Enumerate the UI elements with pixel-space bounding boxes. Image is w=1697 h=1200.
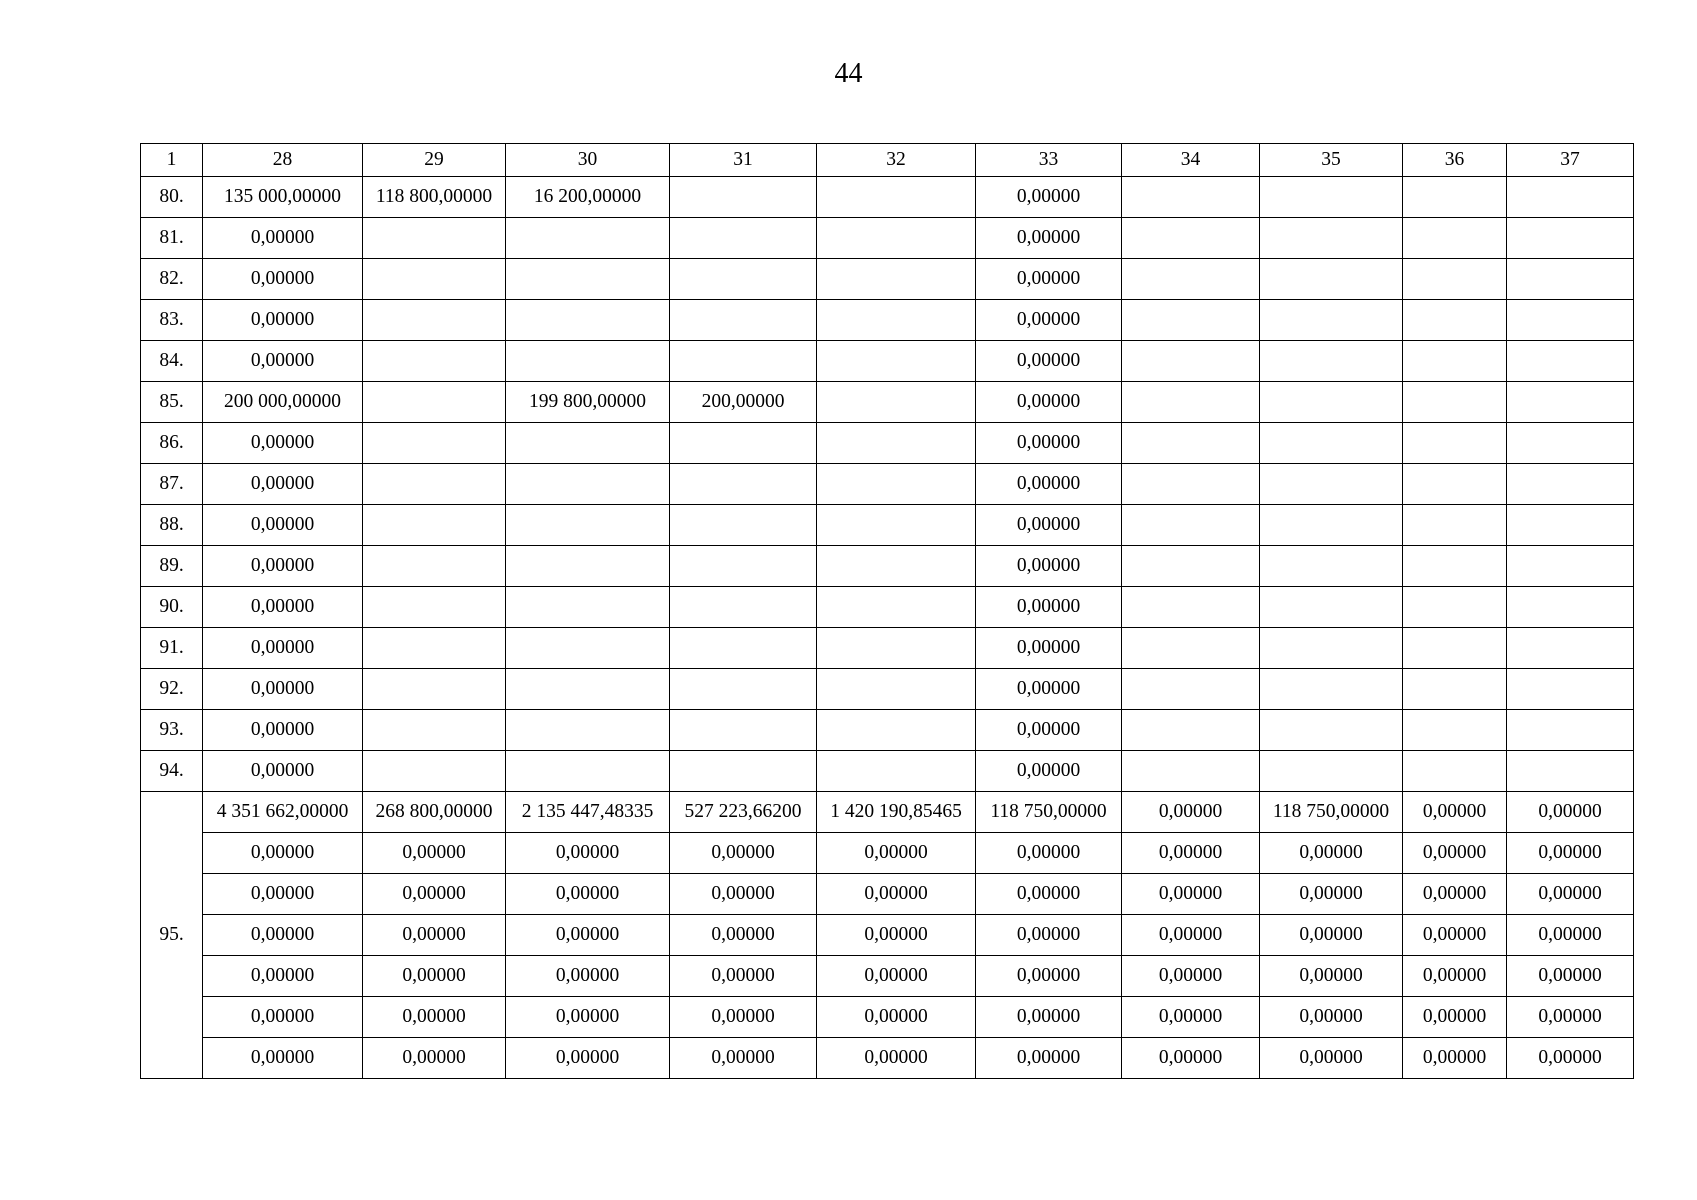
- table-row: [141, 628, 1634, 669]
- table-cell: [1122, 259, 1260, 300]
- table-cell: [363, 382, 506, 423]
- table-cell: [1507, 259, 1634, 300]
- column-header: 30: [506, 144, 670, 177]
- table-row: [141, 710, 1634, 751]
- table-cell: 0,00000: [976, 710, 1122, 751]
- table-cell: 0,00000: [670, 833, 817, 874]
- table-row: [141, 177, 1634, 218]
- table-cell: 0,00000: [976, 464, 1122, 505]
- table-cell: [670, 218, 817, 259]
- row-number: 80.: [141, 177, 203, 218]
- table-cell: [670, 587, 817, 628]
- table-cell: [1122, 751, 1260, 792]
- table-cell: 0,00000: [976, 997, 1122, 1038]
- table-cell: 135 000,00000: [203, 177, 363, 218]
- table-cell: [363, 546, 506, 587]
- table-cell: 0,00000: [506, 1038, 670, 1079]
- table-cell: [1122, 464, 1260, 505]
- table-cell: [363, 710, 506, 751]
- table-cell: [1403, 423, 1507, 464]
- table-cell: [670, 546, 817, 587]
- table-row: [141, 341, 1634, 382]
- table-cell: 0,00000: [817, 956, 976, 997]
- table-cell: 200,00000: [670, 382, 817, 423]
- table-cell: [1507, 587, 1634, 628]
- table-cell: [1122, 546, 1260, 587]
- table-cell: 0,00000: [1403, 833, 1507, 874]
- table-cell: [363, 751, 506, 792]
- table-cell: [670, 423, 817, 464]
- table-cell: 2 135 447,48335: [506, 792, 670, 833]
- row-number: 86.: [141, 423, 203, 464]
- table-row: [141, 546, 1634, 587]
- table-cell: 0,00000: [1122, 915, 1260, 956]
- table-cell: [1507, 218, 1634, 259]
- table-cell: [363, 464, 506, 505]
- table-cell: [506, 423, 670, 464]
- table-cell: 0,00000: [976, 177, 1122, 218]
- row-number: 92.: [141, 669, 203, 710]
- table-cell: [506, 710, 670, 751]
- table-cell: 0,00000: [670, 956, 817, 997]
- table-body: [141, 144, 1634, 1079]
- table-cell: [1122, 423, 1260, 464]
- total-row: [141, 874, 1634, 915]
- table-cell: [817, 218, 976, 259]
- table-cell: 0,00000: [1122, 792, 1260, 833]
- table-cell: [363, 300, 506, 341]
- row-number: 90.: [141, 587, 203, 628]
- table-cell: [1260, 464, 1403, 505]
- table-cell: [1507, 341, 1634, 382]
- table-cell: [363, 587, 506, 628]
- table-cell: [1260, 218, 1403, 259]
- table-cell: 0,00000: [506, 956, 670, 997]
- table-cell: [817, 587, 976, 628]
- table-cell: [817, 628, 976, 669]
- table-cell: [1122, 300, 1260, 341]
- table-cell: 0,00000: [203, 833, 363, 874]
- table-cell: [1507, 628, 1634, 669]
- row-number: 95.: [141, 792, 203, 1079]
- table-cell: 0,00000: [1260, 874, 1403, 915]
- row-number: 84.: [141, 341, 203, 382]
- table-cell: [1403, 300, 1507, 341]
- table-cell: 0,00000: [817, 1038, 976, 1079]
- total-row: [141, 956, 1634, 997]
- table-cell: [506, 546, 670, 587]
- table-cell: [1260, 546, 1403, 587]
- table-cell: 0,00000: [203, 669, 363, 710]
- table-cell: [817, 300, 976, 341]
- column-header: 37: [1507, 144, 1634, 177]
- total-row: [141, 792, 1634, 833]
- table-cell: 0,00000: [1260, 915, 1403, 956]
- table-cell: 4 351 662,00000: [203, 792, 363, 833]
- table-cell: 0,00000: [976, 874, 1122, 915]
- table-cell: 0,00000: [817, 997, 976, 1038]
- table-cell: [817, 546, 976, 587]
- table-cell: 0,00000: [203, 505, 363, 546]
- row-number: 94.: [141, 751, 203, 792]
- table-cell: 0,00000: [203, 1038, 363, 1079]
- table-cell: [670, 300, 817, 341]
- page-number: 44: [834, 58, 863, 89]
- table-cell: 0,00000: [976, 751, 1122, 792]
- table-cell: [363, 341, 506, 382]
- table-cell: 0,00000: [203, 300, 363, 341]
- table-cell: [1122, 382, 1260, 423]
- table-cell: [1260, 669, 1403, 710]
- table-cell: [1507, 669, 1634, 710]
- table-cell: [1403, 505, 1507, 546]
- table-cell: 0,00000: [1507, 833, 1634, 874]
- table-cell: 118 800,00000: [363, 177, 506, 218]
- table-cell: [1507, 423, 1634, 464]
- table-cell: [817, 341, 976, 382]
- table-cell: 0,00000: [1507, 792, 1634, 833]
- column-header: 1: [141, 144, 203, 177]
- table-cell: [1260, 710, 1403, 751]
- table-cell: 0,00000: [1122, 956, 1260, 997]
- table-cell: [817, 177, 976, 218]
- table-cell: [1403, 464, 1507, 505]
- column-header: 36: [1403, 144, 1507, 177]
- table-cell: 0,00000: [506, 915, 670, 956]
- table-cell: 0,00000: [1403, 874, 1507, 915]
- table-cell: 0,00000: [976, 587, 1122, 628]
- table-cell: [1403, 669, 1507, 710]
- table-cell: 0,00000: [203, 464, 363, 505]
- table-cell: 200 000,00000: [203, 382, 363, 423]
- table-cell: [1260, 628, 1403, 669]
- table-cell: 118 750,00000: [1260, 792, 1403, 833]
- table-cell: 0,00000: [363, 915, 506, 956]
- table-cell: [1260, 587, 1403, 628]
- table-cell: 0,00000: [976, 628, 1122, 669]
- table-cell: 0,00000: [670, 874, 817, 915]
- table-cell: [817, 259, 976, 300]
- table-row: [141, 218, 1634, 259]
- table-cell: [1122, 587, 1260, 628]
- table-cell: [1122, 218, 1260, 259]
- table-cell: 0,00000: [976, 218, 1122, 259]
- table-cell: [363, 628, 506, 669]
- table-cell: [1507, 710, 1634, 751]
- table-cell: [1260, 177, 1403, 218]
- table-cell: [1122, 341, 1260, 382]
- table-row: [141, 464, 1634, 505]
- table-cell: [1260, 300, 1403, 341]
- table-cell: [506, 218, 670, 259]
- table-cell: 0,00000: [1507, 915, 1634, 956]
- table-cell: [1403, 341, 1507, 382]
- table-cell: [506, 259, 670, 300]
- table-cell: [506, 669, 670, 710]
- table-cell: [1122, 628, 1260, 669]
- table-cell: [670, 751, 817, 792]
- row-number: 89.: [141, 546, 203, 587]
- table-cell: [1403, 218, 1507, 259]
- table-cell: [506, 587, 670, 628]
- column-header: 31: [670, 144, 817, 177]
- column-header: 32: [817, 144, 976, 177]
- table-cell: [363, 423, 506, 464]
- table-cell: 0,00000: [203, 341, 363, 382]
- table-cell: [817, 751, 976, 792]
- table-cell: 0,00000: [203, 997, 363, 1038]
- table-cell: 0,00000: [670, 915, 817, 956]
- table-cell: [1507, 751, 1634, 792]
- table-cell: [1403, 710, 1507, 751]
- table-cell: [1403, 259, 1507, 300]
- table-cell: [1507, 505, 1634, 546]
- table-cell: [817, 710, 976, 751]
- table-cell: 0,00000: [1260, 997, 1403, 1038]
- table-cell: [817, 669, 976, 710]
- table-cell: 0,00000: [817, 874, 976, 915]
- table-cell: [363, 259, 506, 300]
- table-row: [141, 587, 1634, 628]
- table-cell: 0,00000: [976, 956, 1122, 997]
- table-cell: 16 200,00000: [506, 177, 670, 218]
- table-cell: [1403, 751, 1507, 792]
- table-cell: [1260, 382, 1403, 423]
- table-cell: 0,00000: [976, 259, 1122, 300]
- table-cell: 0,00000: [1122, 997, 1260, 1038]
- table-cell: 0,00000: [203, 587, 363, 628]
- table-cell: 0,00000: [1122, 1038, 1260, 1079]
- header-row: [141, 144, 1634, 177]
- row-number: 87.: [141, 464, 203, 505]
- table-cell: 0,00000: [1507, 956, 1634, 997]
- table-cell: 199 800,00000: [506, 382, 670, 423]
- table-cell: [1403, 628, 1507, 669]
- table-cell: 527 223,66200: [670, 792, 817, 833]
- table-cell: 0,00000: [203, 710, 363, 751]
- table-cell: [670, 259, 817, 300]
- table-cell: 0,00000: [1507, 997, 1634, 1038]
- table-cell: [363, 218, 506, 259]
- table-cell: 268 800,00000: [363, 792, 506, 833]
- table-cell: 0,00000: [363, 997, 506, 1038]
- table-cell: 0,00000: [976, 423, 1122, 464]
- table-cell: 0,00000: [363, 1038, 506, 1079]
- table-cell: 0,00000: [203, 423, 363, 464]
- table-cell: [363, 505, 506, 546]
- table-row: [141, 382, 1634, 423]
- table-cell: [670, 669, 817, 710]
- table-cell: 0,00000: [203, 874, 363, 915]
- table-cell: 0,00000: [670, 1038, 817, 1079]
- table-cell: [670, 505, 817, 546]
- table-cell: [1507, 546, 1634, 587]
- row-number: 83.: [141, 300, 203, 341]
- table-cell: [1403, 546, 1507, 587]
- table-cell: [1507, 382, 1634, 423]
- table-cell: 0,00000: [203, 218, 363, 259]
- column-header: 33: [976, 144, 1122, 177]
- table-cell: 0,00000: [1403, 792, 1507, 833]
- table-cell: 0,00000: [506, 997, 670, 1038]
- table-cell: 0,00000: [203, 956, 363, 997]
- table-cell: [1122, 505, 1260, 546]
- table-cell: 0,00000: [976, 546, 1122, 587]
- table-cell: [506, 341, 670, 382]
- table-cell: [817, 423, 976, 464]
- data-table: [140, 143, 1634, 1079]
- table-cell: [1507, 300, 1634, 341]
- table-cell: [1403, 382, 1507, 423]
- table-cell: 0,00000: [363, 833, 506, 874]
- table-cell: 0,00000: [363, 956, 506, 997]
- table-cell: [506, 464, 670, 505]
- table-cell: [506, 751, 670, 792]
- column-header: 28: [203, 144, 363, 177]
- total-row: [141, 833, 1634, 874]
- table-cell: [670, 710, 817, 751]
- table-cell: 1 420 190,85465: [817, 792, 976, 833]
- table-cell: [1507, 177, 1634, 218]
- table-cell: 0,00000: [976, 341, 1122, 382]
- table-cell: 0,00000: [976, 505, 1122, 546]
- table-cell: 0,00000: [1122, 874, 1260, 915]
- table-cell: [817, 464, 976, 505]
- table-row: [141, 751, 1634, 792]
- row-number: 85.: [141, 382, 203, 423]
- row-number: 88.: [141, 505, 203, 546]
- table-cell: [1507, 464, 1634, 505]
- table-cell: 0,00000: [1260, 833, 1403, 874]
- table-cell: 0,00000: [1507, 1038, 1634, 1079]
- table-cell: [1403, 177, 1507, 218]
- table-cell: 0,00000: [976, 382, 1122, 423]
- table-cell: 0,00000: [203, 915, 363, 956]
- table-cell: 0,00000: [506, 833, 670, 874]
- table-cell: [1260, 259, 1403, 300]
- table-row: [141, 259, 1634, 300]
- table-cell: [1122, 710, 1260, 751]
- table-cell: 0,00000: [976, 915, 1122, 956]
- row-number: 82.: [141, 259, 203, 300]
- table-cell: [506, 505, 670, 546]
- table-cell: 0,00000: [203, 751, 363, 792]
- row-number: 81.: [141, 218, 203, 259]
- table-cell: 0,00000: [1403, 915, 1507, 956]
- total-row: [141, 997, 1634, 1038]
- table-cell: [817, 505, 976, 546]
- table-cell: [506, 628, 670, 669]
- column-header: 34: [1122, 144, 1260, 177]
- table-cell: 0,00000: [1403, 956, 1507, 997]
- table-cell: 0,00000: [976, 669, 1122, 710]
- table-cell: [817, 382, 976, 423]
- table-row: [141, 300, 1634, 341]
- table-cell: [1403, 587, 1507, 628]
- table-cell: 0,00000: [670, 997, 817, 1038]
- table-row: [141, 423, 1634, 464]
- row-number: 91.: [141, 628, 203, 669]
- table-row: [141, 669, 1634, 710]
- table-cell: [670, 464, 817, 505]
- table-cell: [363, 669, 506, 710]
- table-cell: 0,00000: [1403, 997, 1507, 1038]
- table-cell: 118 750,00000: [976, 792, 1122, 833]
- table-cell: [670, 341, 817, 382]
- table-cell: [1122, 669, 1260, 710]
- table-cell: 0,00000: [976, 1038, 1122, 1079]
- table-cell: 0,00000: [1507, 874, 1634, 915]
- row-number: 93.: [141, 710, 203, 751]
- table-cell: 0,00000: [976, 833, 1122, 874]
- table-cell: 0,00000: [1260, 1038, 1403, 1079]
- table-row: [141, 505, 1634, 546]
- total-row: [141, 1038, 1634, 1079]
- table-cell: 0,00000: [203, 628, 363, 669]
- table-cell: 0,00000: [203, 259, 363, 300]
- table-cell: [670, 177, 817, 218]
- table-cell: 0,00000: [1403, 1038, 1507, 1079]
- table-cell: 0,00000: [203, 546, 363, 587]
- table-cell: 0,00000: [363, 874, 506, 915]
- column-header: 35: [1260, 144, 1403, 177]
- table-cell: [1260, 341, 1403, 382]
- table-cell: [1260, 751, 1403, 792]
- table-cell: [506, 300, 670, 341]
- table-cell: [1122, 177, 1260, 218]
- table-cell: [1260, 423, 1403, 464]
- table-cell: 0,00000: [1122, 833, 1260, 874]
- table-cell: 0,00000: [817, 833, 976, 874]
- table-cell: 0,00000: [976, 300, 1122, 341]
- total-row: [141, 915, 1634, 956]
- table-cell: 0,00000: [1260, 956, 1403, 997]
- table-cell: [1260, 505, 1403, 546]
- table-cell: 0,00000: [506, 874, 670, 915]
- column-header: 29: [363, 144, 506, 177]
- table-cell: [670, 628, 817, 669]
- table-cell: 0,00000: [817, 915, 976, 956]
